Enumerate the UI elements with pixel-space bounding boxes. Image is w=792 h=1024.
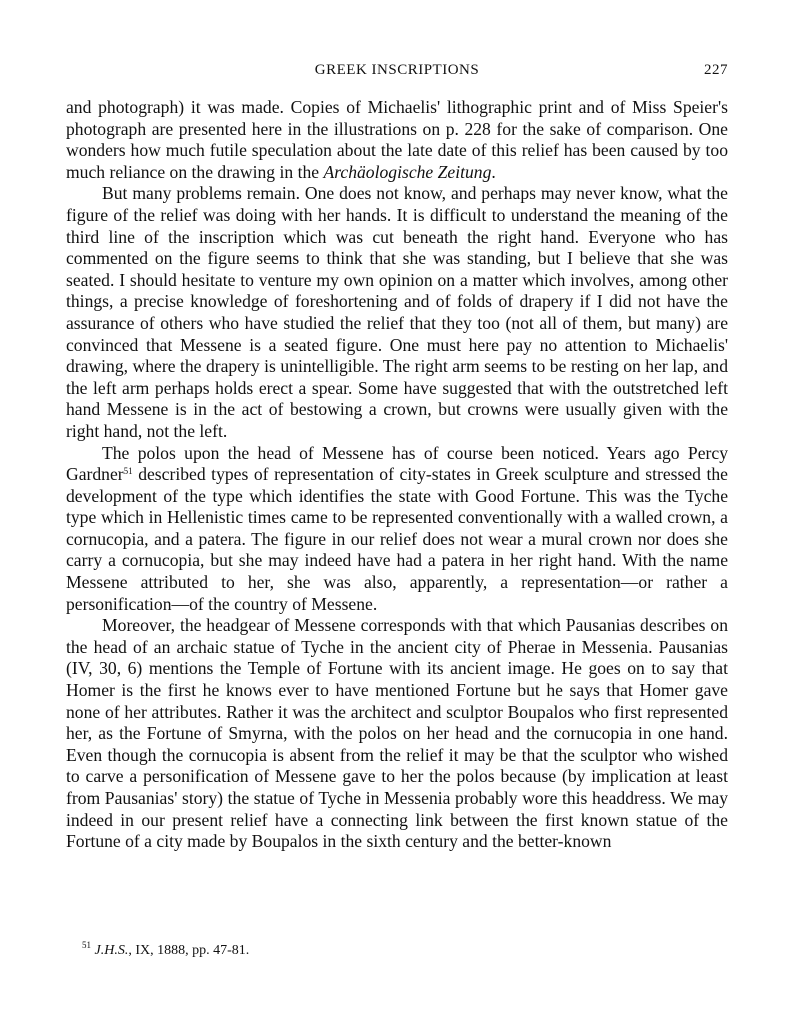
paragraph-1-end: . — [491, 161, 496, 182]
paragraph-3-text: The polos upon the head of Messene has of course been noticed. Years ago Percy Gardner — [66, 442, 728, 485]
paragraph-4: Moreover, the headgear of Messene corresponds with that which Pausanias describes on the head of an archaic statue of Tyche in the ancient city of Pherae in Messenia. Pausanias (IV, 30, 6) mentions the Temple of Fortune with its ancient image. He goes on to say that Homer is the first he knows ever to have mentioned Fortune but he says that Homer gave none of her attributes. Rather it was the architect and sculptor Boupalos who first represented her, as the Fortune of Smyrna, with the polos on her head and the cornucopia in one hand. Even though the cornucopia is absent from the relief it may be that the sculptor who wished to carve a personification of Messene gave to her the polos because (by implication at least from Pausanias' story) the statue of Tyche in Messenia probably wore this headdress. We may indeed in our present relief have a connecting link between the first known statue of the Fortune of a city made by Boupalos in the sixth century and the better-known — [66, 615, 728, 852]
paragraph-3 — [66, 443, 728, 616]
footnote — [82, 942, 249, 960]
running-head — [66, 62, 728, 84]
paragraph-1-text: and photograph) it was made. Copies of Michaelis' lithographic print and of Miss Speier's photograph are presented here in the illustrations on p. 228 for the sake of comparison. One wonders how much futile speculation about the late date of this relief has been caused by too much reliance on the drawing in the — [66, 97, 728, 182]
paragraph-1 — [66, 97, 728, 183]
journal-title-italic: Archäologische Zeitung — [323, 161, 492, 182]
footnote-citation: , IX, 1888, pp. 47-81. — [128, 943, 250, 958]
body-text — [66, 97, 728, 853]
footnote-number: 51 — [82, 940, 91, 950]
page-number: 227 — [704, 62, 728, 78]
running-title: GREEK INSCRIPTIONS — [314, 62, 480, 78]
paragraph-3-text-cont: described types of representation of city-states in Greek sculpture and stressed the development of the type which identifies the state with Good Fortune. This was the Tyche type which in Hellenistic times came to be represented conventionally with a walled crown, a cornucopia, and a patera. The figure in our relief does not wear a mural crown nor does she carry a cornucopia, but she may indeed have had a patera in her right hand. With the name Messene attributed to her, she was also, apparently, a representation—or rather a personification—of the country of Messene. — [66, 464, 728, 614]
footnote-journal: J.H.S. — [94, 943, 129, 958]
footnote-reference[interactable]: 51 — [123, 466, 133, 477]
paragraph-2: But many problems remain. One does not know, and perhaps may never know, what the figure of the relief was doing with her hands. It is difficult to understand the meaning of the third line of the inscription which was cut beneath the right hand. Everyone who has commented on the figure seems to think that she was standing, but I believe that she was seated. I should hesitate to venture my own opinion on a matter which involves, among other things, a precise knowledge of foreshortening and of folds of drapery if I did not have the assurance of others who have studied the relief that they too (not all of them, but many) are convinced that Messene is a seated figure. One must here pay no attention to Michaelis' drawing, where the drapery is unintelligible. The right arm seems to be resting on her lap, and the left arm perhaps holds erect a spear. Some have suggested that with the outstretched left hand Messene is in the act of bestowing a crown, but crowns were usually given with the right hand, not the left. — [66, 183, 728, 441]
